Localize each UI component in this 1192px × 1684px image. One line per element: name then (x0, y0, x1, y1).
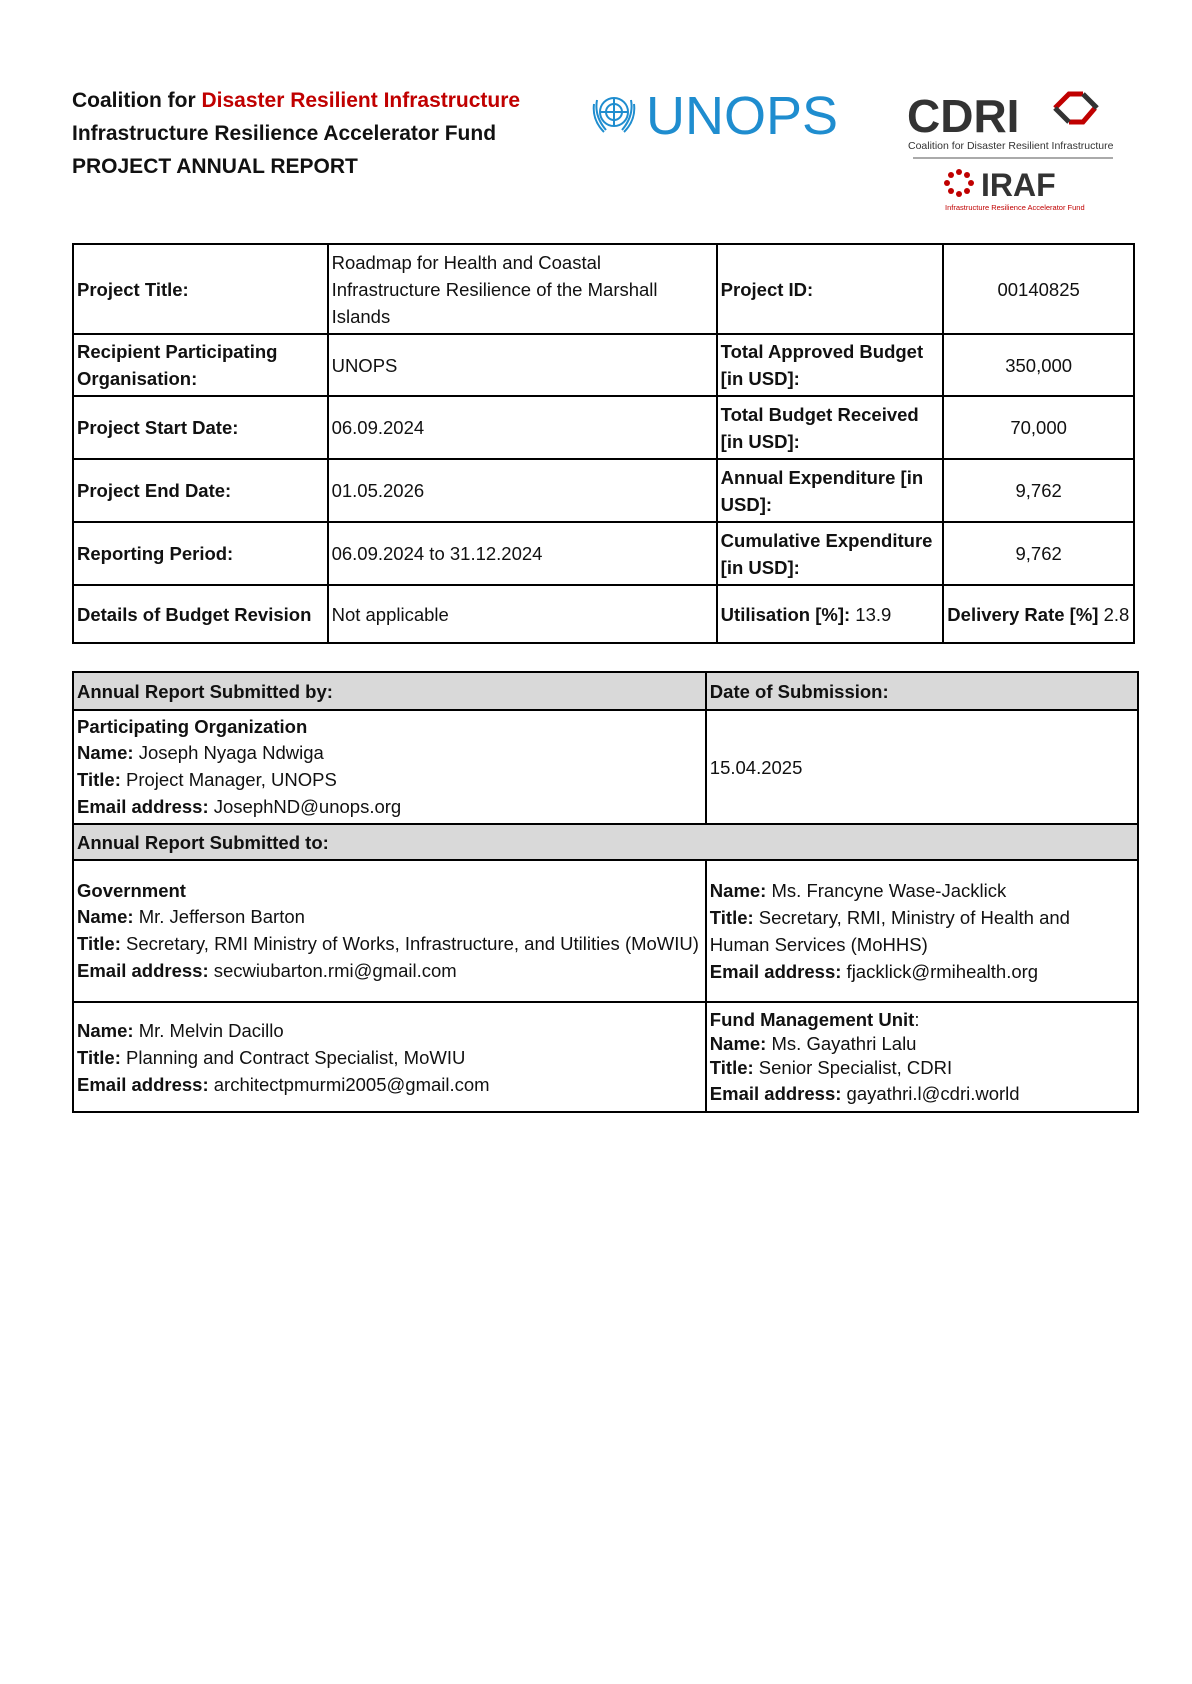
iraf-wordmark: IRAF (981, 167, 1056, 203)
project-id-value: 00140825 (943, 244, 1134, 334)
unops-logo (588, 86, 863, 144)
table-row (73, 334, 1134, 396)
cdri-wordmark: CDRI (907, 90, 1020, 142)
budget-received-label: Total Budget Received [in USD]: (717, 396, 944, 459)
header-line-2: Infrastructure Resilience Accelerator Fund (72, 122, 497, 145)
date-of-submission-header: Date of Submission: (706, 672, 1138, 710)
fund-management-contact: Fund Management Unit: Name: Ms. Gayathri Lalu Title: Senior Specialist, CDRI Email address: gayathri.l@cdri.world (706, 1002, 1138, 1112)
submission-table (72, 671, 1139, 1113)
project-details-table (72, 243, 1135, 644)
budget-received-value: 70,000 (943, 396, 1134, 459)
reporting-period-label: Reporting Period: (73, 522, 328, 585)
submission-date: 15.04.2025 (706, 710, 1138, 824)
end-date-label: Project End Date: (73, 459, 328, 522)
government-contact-3: Name: Mr. Melvin Dacillo Title: Planning and Contract Specialist, MoWIU Email address: architectpmurmi2005@gmail.com (73, 1002, 706, 1112)
header-line-3: PROJECT ANNUAL REPORT (72, 155, 358, 178)
table-row (73, 860, 1138, 1002)
approved-budget-value: 350,000 (943, 334, 1134, 396)
project-id-label: Project ID: (717, 244, 944, 334)
table-row (73, 824, 1138, 860)
project-title-value: Roadmap for Health and Coastal Infrastructure Resilience of the Marshall Islands (328, 244, 717, 334)
unops-wordmark: UNOPS (646, 86, 839, 144)
table-row (73, 585, 1134, 643)
submitted-to-header: Annual Report Submitted to: (73, 824, 1138, 860)
table-row (73, 396, 1134, 459)
table-row (73, 459, 1134, 522)
delivery-rate-cell: Delivery Rate [%] 2.8 (943, 585, 1134, 643)
government-contact-2: Name: Ms. Francyne Wase-Jacklick Title: Secretary, RMI, Ministry of Health and Human Services (MoHHS) Email address: fjacklick@rmihealth.org (706, 860, 1138, 1002)
cumulative-expenditure-label: Cumulative Expenditure [in USD]: (717, 522, 944, 585)
budget-revision-value: Not applicable (328, 585, 717, 643)
end-date-value: 01.05.2026 (328, 459, 717, 522)
iraf-dotted-circle-icon (944, 169, 974, 197)
cumulative-expenditure-value: 9,762 (943, 522, 1134, 585)
start-date-label: Project Start Date: (73, 396, 328, 459)
cdri-tagline: Coalition for Disaster Resilient Infrastructure (908, 140, 1114, 152)
table-row (73, 522, 1134, 585)
report-header (72, 84, 520, 183)
annual-expenditure-label: Annual Expenditure [in USD]: (717, 459, 944, 522)
table-row (73, 672, 1138, 710)
approved-budget-label: Total Approved Budget [in USD]: (717, 334, 944, 396)
utilisation-cell: Utilisation [%]: 13.9 (717, 585, 944, 643)
budget-revision-label: Details of Budget Revision (73, 585, 328, 643)
submitted-by-details: Participating Organization Name: Joseph Nyaga Ndwiga Title: Project Manager, UNOPS Email address: JosephND@unops.org (73, 710, 706, 824)
iraf-tagline: Infrastructure Resilience Accelerator Fund (945, 203, 1085, 212)
header-line-1: Coalition for Disaster Resilient Infrastructure (72, 89, 521, 112)
recipient-value: UNOPS (328, 334, 717, 396)
table-row (73, 1002, 1138, 1112)
header-highlight: Disaster Resilient Infrastructure (201, 89, 521, 112)
start-date-value: 06.09.2024 (328, 396, 717, 459)
submitted-by-header: Annual Report Submitted by: (73, 672, 706, 710)
un-emblem-icon (594, 98, 635, 132)
recipient-label: Recipient Participating Organisation: (73, 334, 328, 396)
table-row (73, 710, 1138, 824)
annual-expenditure-value: 9,762 (943, 459, 1134, 522)
cdri-iraf-logo (905, 86, 1120, 214)
government-contact-1: Government Name: Mr. Jefferson Barton Title: Secretary, RMI Ministry of Works, Infrastructure, and Utilities (MoWIU) Email address: secwiubarton.rmi@gmail.com (73, 860, 706, 1002)
table-row (73, 244, 1134, 334)
reporting-period-value: 06.09.2024 to 31.12.2024 (328, 522, 717, 585)
project-title-label: Project Title: (73, 244, 328, 334)
